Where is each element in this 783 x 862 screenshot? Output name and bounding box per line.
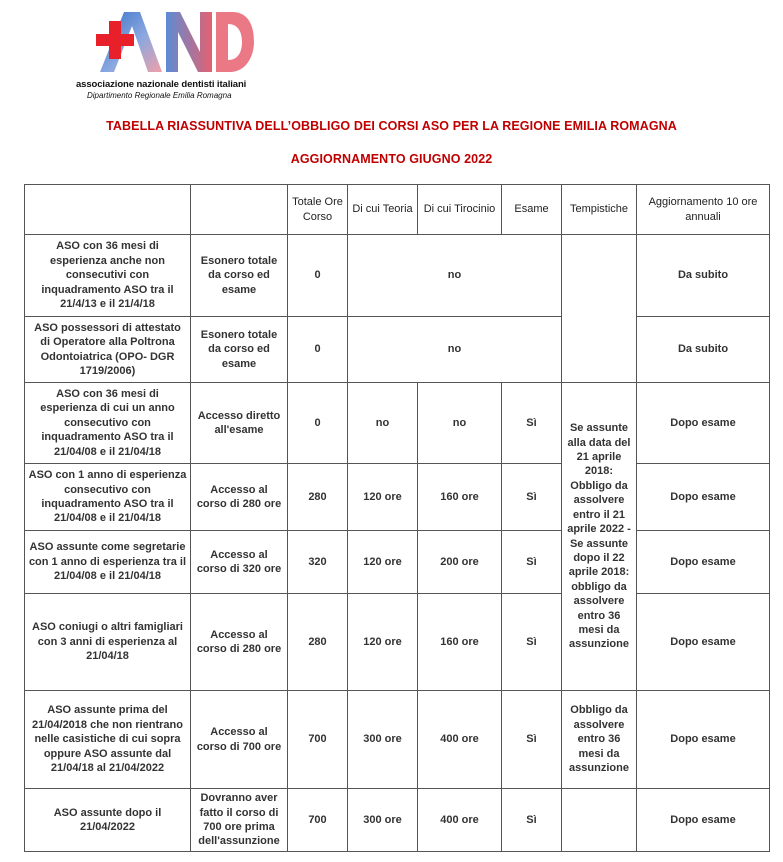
andi-logo (76, 8, 276, 98)
row-internship: 160 ore (418, 464, 502, 531)
row-exam: Sì (502, 383, 562, 464)
row-merged-no: no (348, 235, 562, 317)
header-timing: Tempistiche (562, 185, 637, 235)
row-update: Da subito (637, 235, 770, 317)
row-category: ASO con 1 anno di esperienza consecutivo con inquadramento ASO tra il 21/04/08 e il 21/04/18 (25, 464, 191, 531)
row-internship: 160 ore (418, 594, 502, 691)
org-name: associazione nazionale dentisti italiani (76, 79, 247, 90)
table-row (25, 235, 770, 317)
row-update: Dopo esame (637, 789, 770, 852)
row-theory: no (348, 383, 418, 464)
row-exam: Sì (502, 464, 562, 531)
table-row (25, 789, 770, 852)
table-row (25, 691, 770, 789)
row-access: Accesso al corso di 280 ore (191, 464, 288, 531)
table-header-row (25, 185, 770, 235)
header-blank-access (191, 185, 288, 235)
row-total: 0 (288, 317, 348, 383)
row-access: Esonero totale da corso ed esame (191, 317, 288, 383)
row-category: ASO assunte dopo il 21/04/2022 (25, 789, 191, 852)
row-internship: 200 ore (418, 531, 502, 594)
table-row (25, 383, 770, 464)
row-theory: 300 ore (348, 789, 418, 852)
row-total: 0 (288, 383, 348, 464)
row-exam: Sì (502, 789, 562, 852)
page-subtitle: AGGIORNAMENTO GIUGNO 2022 (290, 152, 493, 166)
andi-logo-mark (96, 8, 256, 74)
row-access: Esonero totale da corso ed esame (191, 235, 288, 317)
header-annual-update: Aggiornamento 10 ore annuali (637, 185, 770, 235)
row-update: Dopo esame (637, 383, 770, 464)
row-access: Dovranno aver fatto il corso di 700 ore prima dell'assunzione (191, 789, 288, 852)
row-category: ASO possessori di attestato di Operatore alla Poltrona Odontoiatrica (OPO- DGR 1719/2006) (25, 317, 191, 383)
header-total-hours: Totale Ore Corso (288, 185, 348, 235)
row-timing: Obbligo da assolvere entro 36 mesi da assunzione (562, 691, 637, 789)
row-exam: Sì (502, 691, 562, 789)
row-total: 280 (288, 464, 348, 531)
header-internship: Di cui Tirocinio (418, 185, 502, 235)
row-total: 0 (288, 235, 348, 317)
row-timing (562, 789, 637, 852)
aso-courses-table (24, 184, 770, 852)
row-total: 280 (288, 594, 348, 691)
table-row (25, 317, 770, 383)
row-internship: no (418, 383, 502, 464)
table-row (25, 531, 770, 594)
row-access: Accesso al corso di 700 ore (191, 691, 288, 789)
row-exam: Sì (502, 531, 562, 594)
row-update: Da subito (637, 317, 770, 383)
row-internship: 400 ore (418, 789, 502, 852)
row-category: ASO con 36 mesi di esperienza di cui un anno consecutivo con inquadramento ASO tra il 21/04/08 e il 21/04/18 (25, 383, 191, 464)
row-total: 320 (288, 531, 348, 594)
row-category: ASO coniugi o altri famigliari con 3 anni di esperienza al 21/04/18 (25, 594, 191, 691)
header-exam: Esame (502, 185, 562, 235)
row-total: 700 (288, 789, 348, 852)
header-blank-category (25, 185, 191, 235)
row-timing-merged: Se assunte alla data del 21 aprile 2018: Obbligo da assolvere entro il 21 aprile 2022 - Se assunte dopo il 22 aprile 2018: obbligo da assolvere entro 36 mesi da assunzione (562, 383, 637, 691)
row-access: Accesso diretto all'esame (191, 383, 288, 464)
row-theory: 120 ore (348, 594, 418, 691)
row-update: Dopo esame (637, 691, 770, 789)
department-name: Dipartimento Regionale Emilia Romagna (87, 91, 232, 100)
row-theory: 120 ore (348, 464, 418, 531)
table-row (25, 594, 770, 691)
row-internship: 400 ore (418, 691, 502, 789)
row-update: Dopo esame (637, 531, 770, 594)
row-update: Dopo esame (637, 594, 770, 691)
table-row (25, 464, 770, 531)
row-update: Dopo esame (637, 464, 770, 531)
row-merged-no: no (348, 317, 562, 383)
row-theory: 300 ore (348, 691, 418, 789)
row-category: ASO assunte come segretarie con 1 anno di esperienza tra il 21/04/08 e il 21/04/18 (25, 531, 191, 594)
row-access: Accesso al corso di 280 ore (191, 594, 288, 691)
row-timing-empty (562, 235, 637, 383)
row-total: 700 (288, 691, 348, 789)
row-exam: Sì (502, 594, 562, 691)
row-theory: 120 ore (348, 531, 418, 594)
row-category: ASO assunte prima del 21/04/2018 che non rientrano nelle casistiche di cui sopra oppure ASO assunte dal 21/04/18 al 21/04/2022 (25, 691, 191, 789)
page-title: TABELLA RIASSUNTIVA DELL’OBBLIGO DEI CORSI ASO PER LA REGIONE EMILIA ROMAGNA (106, 119, 677, 133)
header-theory: Di cui Teoria (348, 185, 418, 235)
row-category: ASO con 36 mesi di esperienza anche non consecutivi con inquadramento ASO tra il 21/4/13 e il 21/4/18 (25, 235, 191, 317)
row-access: Accesso al corso di 320 ore (191, 531, 288, 594)
